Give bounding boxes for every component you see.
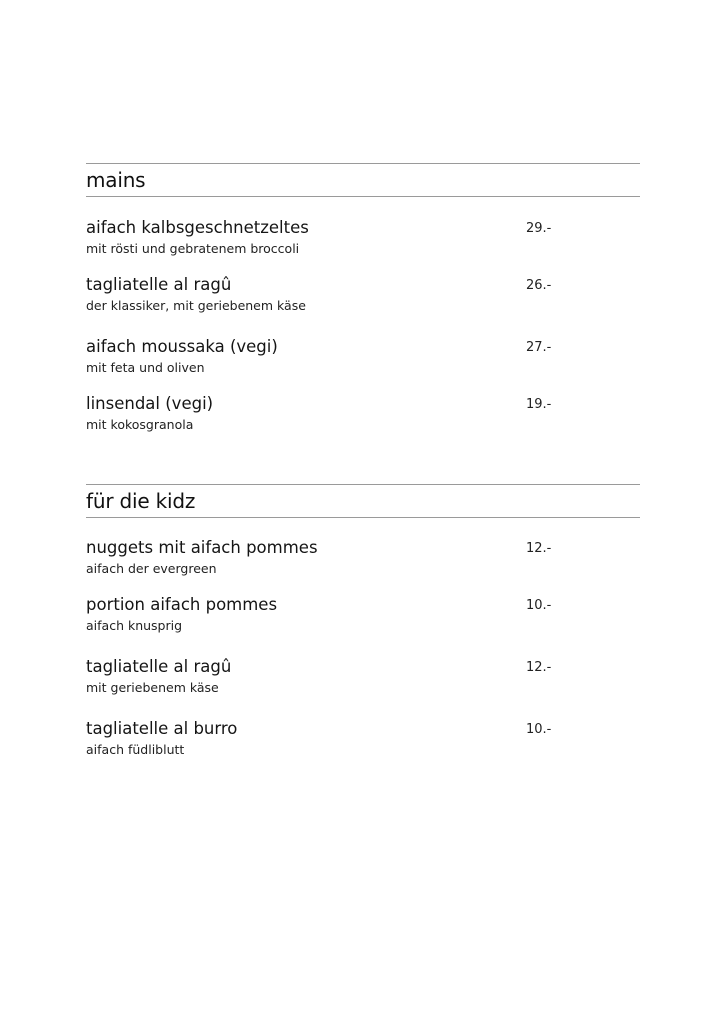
item-name: nuggets mit aifach pommes [86,538,318,557]
item-price: 10.- [526,598,552,613]
menu-item [86,657,556,697]
menu-item [86,719,556,759]
item-description: mit kokosgranola [86,417,194,432]
section-kids [86,484,640,518]
item-description: mit feta und oliven [86,360,205,375]
menu-item [86,337,556,377]
item-price: 19.- [526,397,552,412]
menu-item [86,394,556,434]
item-name: aifach moussaka (vegi) [86,337,278,356]
item-price: 10.- [526,722,552,737]
item-description: der klassiker, mit geriebenem käse [86,298,306,313]
divider [86,517,640,518]
item-price: 27.- [526,340,552,355]
item-price: 29.- [526,221,552,236]
item-price: 26.- [526,278,552,293]
item-name: tagliatelle al burro [86,719,238,738]
item-name: linsendal (vegi) [86,394,214,413]
item-name: tagliatelle al ragû [86,275,232,294]
item-price: 12.- [526,660,552,675]
menu-item [86,595,556,635]
item-name: aifach kalbsgeschnetzeltes [86,218,309,237]
item-description: mit rösti und gebratenem broccoli [86,241,300,256]
menu-item [86,538,556,578]
menu-item [86,275,556,315]
item-price: 12.- [526,541,552,556]
item-name: tagliatelle al ragû [86,657,232,676]
item-description: aifach der evergreen [86,561,217,576]
item-description: aifach knusprig [86,618,183,633]
item-name: portion aifach pommes [86,595,278,614]
item-description: aifach füdliblutt [86,742,185,757]
menu-item [86,218,556,258]
item-description: mit geriebenem käse [86,680,219,695]
divider [86,196,640,197]
section-title: mains [86,168,146,192]
section-mains [86,163,640,197]
section-title: für die kidz [86,489,196,513]
